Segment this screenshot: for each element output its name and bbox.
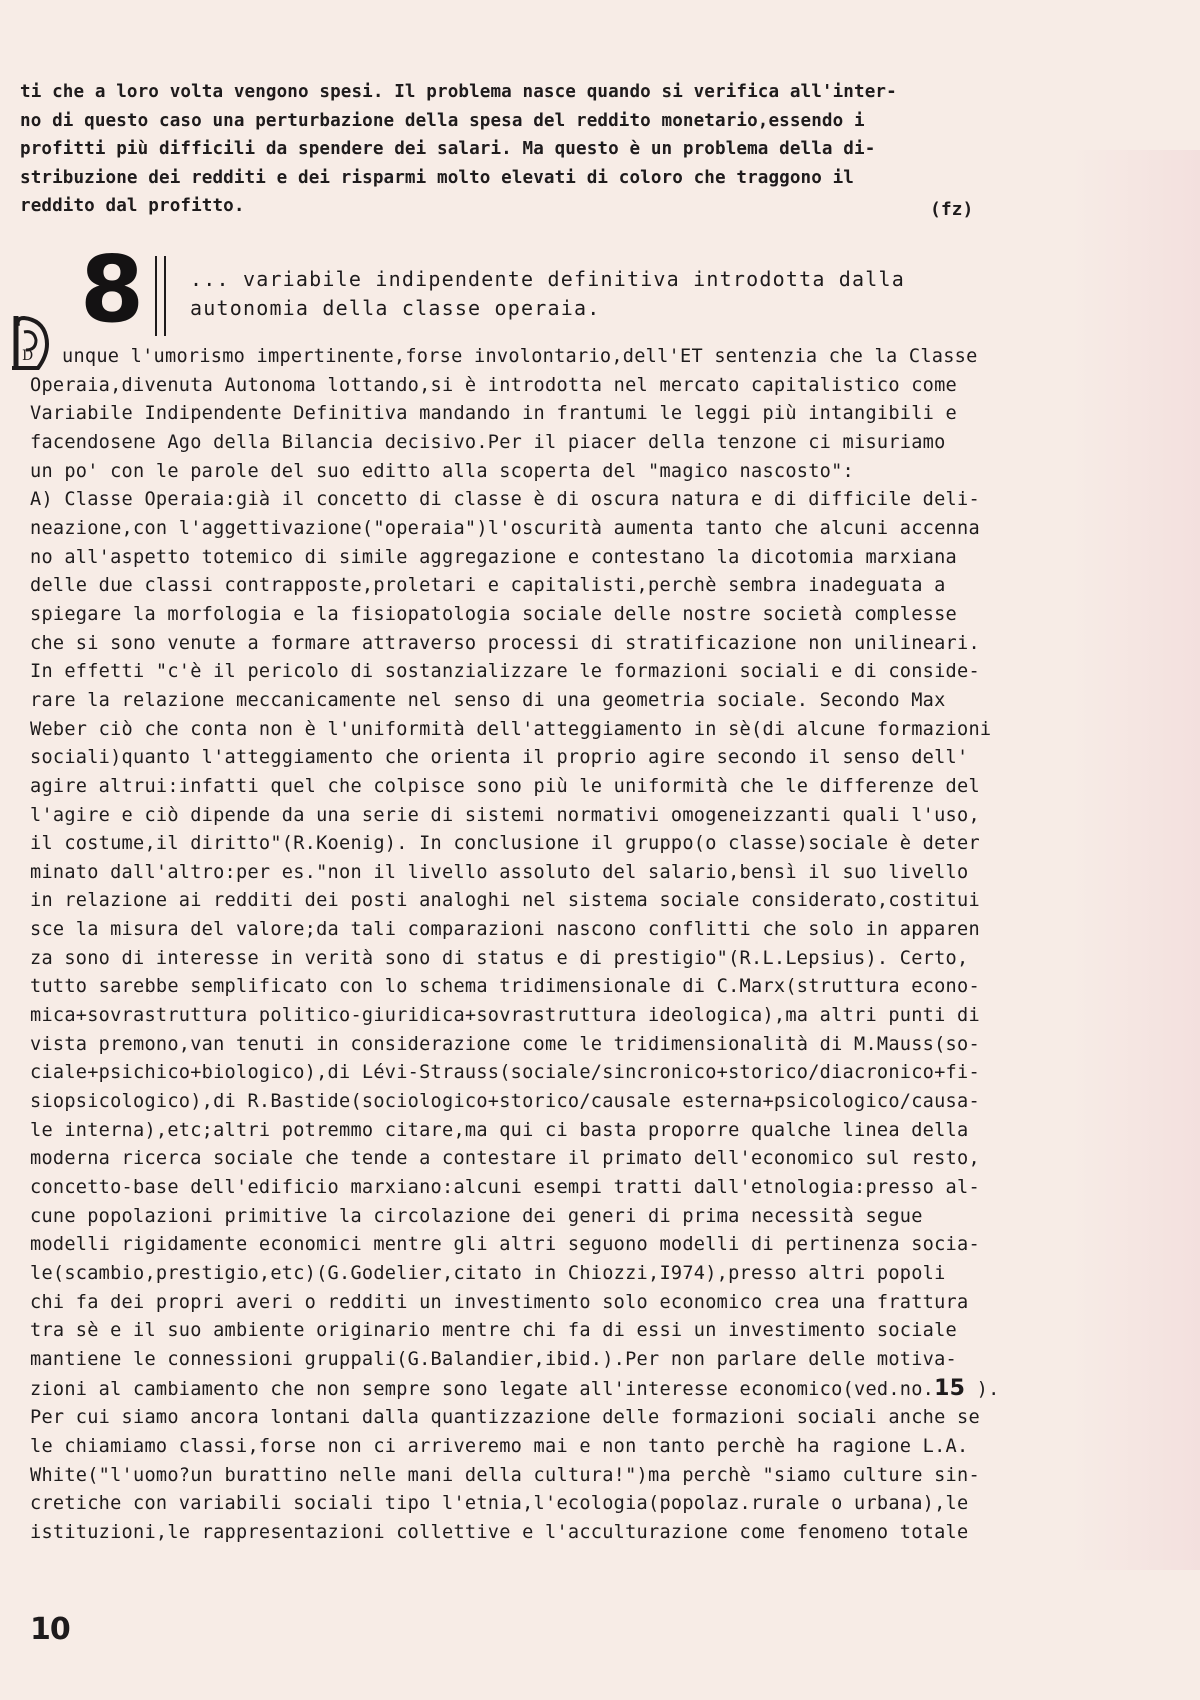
text-line: vista premono,van tenuti in considerazione come le tridimensionalità di M.Mauss(so- bbox=[30, 1033, 980, 1055]
section-number: 8 bbox=[80, 236, 143, 343]
text-line: reddito dal profitto. bbox=[20, 196, 245, 216]
text-line: unque l'umorismo impertinente,forse involontario,dell'ET sentenzia che la Classe bbox=[62, 346, 978, 367]
text-line: le(scambio,prestigio,etc)(G.Godelier,citato in Chiozzi,I974),presso altri popoli bbox=[30, 1263, 946, 1284]
text-line: tutto sarebbe semplificato con lo schema tridimensionale di C.Marx(struttura econo- bbox=[30, 976, 980, 998]
text-line: Per cui siamo ancora lontani dalla quantizzazione delle formazioni sociali anche se bbox=[30, 1407, 980, 1429]
text-line: profitti più difficili da spendere dei salari. Ma questo è un problema della di- bbox=[20, 139, 876, 159]
text-line: un po' con le parole del suo editto alla scoperta del "magico nascosto": bbox=[30, 460, 854, 482]
text-line: moderna ricerca sociale che tende a contestare il primato dell'economico sul resto, bbox=[30, 1148, 980, 1170]
body-paragraph bbox=[30, 343, 1190, 1548]
text-line: Weber ciò che conta non è l'uniformità dell'atteggiamento in sè(di alcune formazioni bbox=[30, 718, 992, 740]
text-line: minato dall'altro:per es."non il livello assoluto del salario,bensì il suo livello bbox=[30, 861, 969, 883]
text-line: mica+sovrastruttura politico-giuridica+sovrastruttura ideologica),ma altri punti di bbox=[30, 1005, 980, 1027]
text-line: facendosene Ago della Bilancia decisivo.Per il piacer della tenzone ci misuriamo bbox=[30, 431, 946, 453]
intro-paragraph bbox=[20, 78, 1070, 221]
text-line: cune popolazioni primitive la circolazione dei generi di prima necessità segue bbox=[30, 1205, 923, 1227]
heading-line: autonomia della classe operaia. bbox=[190, 296, 601, 320]
text-line-with-ref bbox=[30, 1375, 1190, 1405]
text-line: White("l'uomo?un burattino nelle mani della cultura!")ma perchè "siamo culture sin- bbox=[30, 1464, 980, 1486]
text-line: istituzioni,le rappresentazioni collettive e l'acculturazione come fenomeno totale bbox=[30, 1521, 969, 1543]
text-line: tra sè e il suo ambiente originario mentre chi fa di essi un investimento sociale bbox=[30, 1320, 957, 1342]
text-line: Variabile Indipendente Definitiva mandando in frantumi le leggi più intangibili e bbox=[30, 403, 957, 425]
reference-number: 15 bbox=[934, 1375, 966, 1401]
text-line: che si sono venute a formare attraverso processi di stratificazione non unilineari. bbox=[30, 632, 980, 654]
text-line: mantiene le connessioni gruppali(G.Balandier,ibid.).Per non parlare delle motiva- bbox=[30, 1348, 957, 1370]
text-line: sce la misura del valore;da tali comparazioni nascono conflitti che solo in apparen bbox=[30, 919, 980, 941]
text-line: siopsicologico),di R.Bastide(sociologico+storico/causale esterna+psicologico/causa- bbox=[30, 1091, 980, 1113]
text-fragment: ). bbox=[965, 1378, 1000, 1400]
text-line: no di questo caso una perturbazione della spesa del reddito monetario,essendo i bbox=[20, 110, 865, 131]
drop-cap-letter: D bbox=[22, 348, 34, 364]
text-line: rare la relazione meccanicamente nel senso di una geometria sociale. Secondo Max bbox=[30, 689, 946, 711]
author-signature: (fz) bbox=[930, 199, 974, 220]
text-line: za sono di interesse in verità sono di status e di prestigio"(R.L.Lepsius). Certo, bbox=[30, 947, 969, 969]
text-line: cretiche con variabili sociali tipo l'etnia,l'ecologia(popolaz.rurale o urbana),le bbox=[30, 1493, 969, 1515]
text-line: ti che a loro volta vengono spesi. Il problema nasce quando si verifica all'inter- bbox=[20, 82, 897, 102]
heading-line: ... variabile indipendente definitiva introdotta dalla bbox=[190, 267, 906, 291]
text-line: In effetti "c'è il pericolo di sostanzializzare le formazioni sociali e di conside- bbox=[30, 661, 980, 683]
text-line: Operaia,divenuta Autonoma lottando,si è introdotta nel mercato capitalistico come bbox=[30, 374, 957, 396]
text-line: stribuzione dei redditi e dei risparmi molto elevati di coloro che traggono il bbox=[20, 167, 855, 188]
text-line: modelli rigidamente economici mentre gli altri seguono modelli di pertinenza socia- bbox=[30, 1234, 980, 1256]
section-heading bbox=[190, 265, 1090, 323]
section-divider bbox=[155, 256, 157, 336]
text-line: A) Classe Operaia:già il concetto di classe è di oscura natura e di difficile deli- bbox=[30, 489, 980, 511]
text-line: no all'aspetto totemico di simile aggregazione e contestano la dicotomia marxiana bbox=[30, 546, 957, 568]
text-line: il costume,il diritto"(R.Koenig). In conclusione il gruppo(o classe)sociale è deter bbox=[30, 833, 980, 855]
section-divider bbox=[164, 256, 166, 336]
text-line: sociali)quanto l'atteggiamento che orienta il proprio agire secondo il senso dell' bbox=[30, 747, 969, 769]
page-number: 10 bbox=[30, 1612, 70, 1647]
text-line: concetto-base dell'edificio marxiano:alcuni esempi tratti dall'etnologia:presso al- bbox=[30, 1177, 980, 1199]
text-line: agire altrui:infatti quel che colpisce sono più le uniformità che le differenze del bbox=[30, 775, 980, 797]
text-line: neazione,con l'aggettivazione("operaia")l'oscurità aumenta tanto che alcuni accenna bbox=[30, 517, 980, 539]
text-line: le interna),etc;altri potremmo citare,ma qui ci basta proporre qualche linea della bbox=[30, 1119, 969, 1141]
text-line: l'agire e ciò dipende da una serie di sistemi normativi omogeneizzanti quali l'uso, bbox=[30, 804, 980, 826]
text-line: spiegare la morfologia e la fisiopatologia sociale delle nostre società complesse bbox=[30, 603, 957, 625]
text-line: le chiamiamo classi,forse non ci arriveremo mai e non tanto perchè ha ragione L.A. bbox=[30, 1435, 969, 1457]
text-line: in relazione ai redditi dei posti analoghi nel sistema sociale considerato,costitui bbox=[30, 890, 980, 912]
text-line: delle due classi contrapposte,proletari e capitalisti,perchè sembra inadeguata a bbox=[30, 575, 946, 597]
text-line: chi fa dei propri averi o redditi un investimento solo economico crea una frattura bbox=[30, 1291, 969, 1313]
text-line: ciale+psichico+biologico),di Lévi-Strauss(sociale/sincronico+storico/diacronico+fi- bbox=[30, 1062, 980, 1084]
text-fragment: zioni al cambiamento che non sempre sono legate all'interesse economico(ved.no. bbox=[30, 1378, 935, 1400]
